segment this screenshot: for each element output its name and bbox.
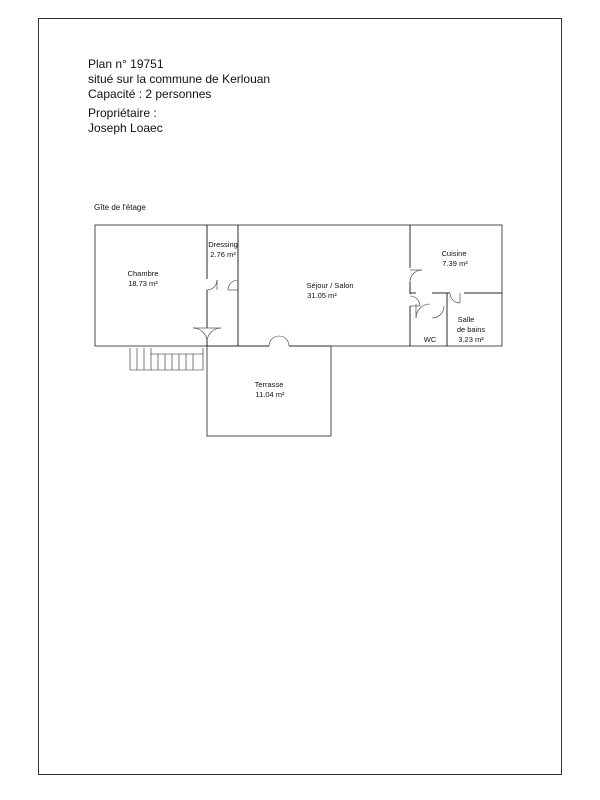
area-dressing: 2.76 m² (210, 250, 236, 259)
area-cuisine: 7.39 m² (442, 259, 468, 268)
label-salle-de-bains-line1: Salle (457, 315, 475, 324)
area-chambre: 18.73 m² (128, 279, 158, 288)
label-wc: WC (423, 335, 437, 344)
label-dressing: Dressing (208, 240, 238, 249)
label-sejour: Séjour / Salon (306, 281, 354, 290)
plan-number: Plan n° 19751 (88, 57, 164, 71)
owner-name: Joseph Loaec (88, 121, 163, 135)
plan-capacity: Capacité : 2 personnes (88, 87, 212, 101)
label-chambre: Chambre (127, 269, 159, 278)
stairs (130, 348, 203, 370)
area-sejour: 31.05 m² (307, 291, 337, 300)
owner-label: Propriétaire : (88, 106, 157, 120)
floor-plan-title: Gîte de l'étage (94, 203, 146, 212)
plan-location: situé sur la commune de Kerlouan (88, 72, 271, 86)
area-terrasse: 11.04 m² (255, 390, 285, 399)
label-cuisine: Cuisine (441, 249, 467, 258)
area-salle-de-bains: 3.23 m² (458, 335, 484, 344)
label-terrasse: Terrasse (254, 380, 284, 389)
label-salle-de-bains-line2: de bains (456, 325, 486, 334)
